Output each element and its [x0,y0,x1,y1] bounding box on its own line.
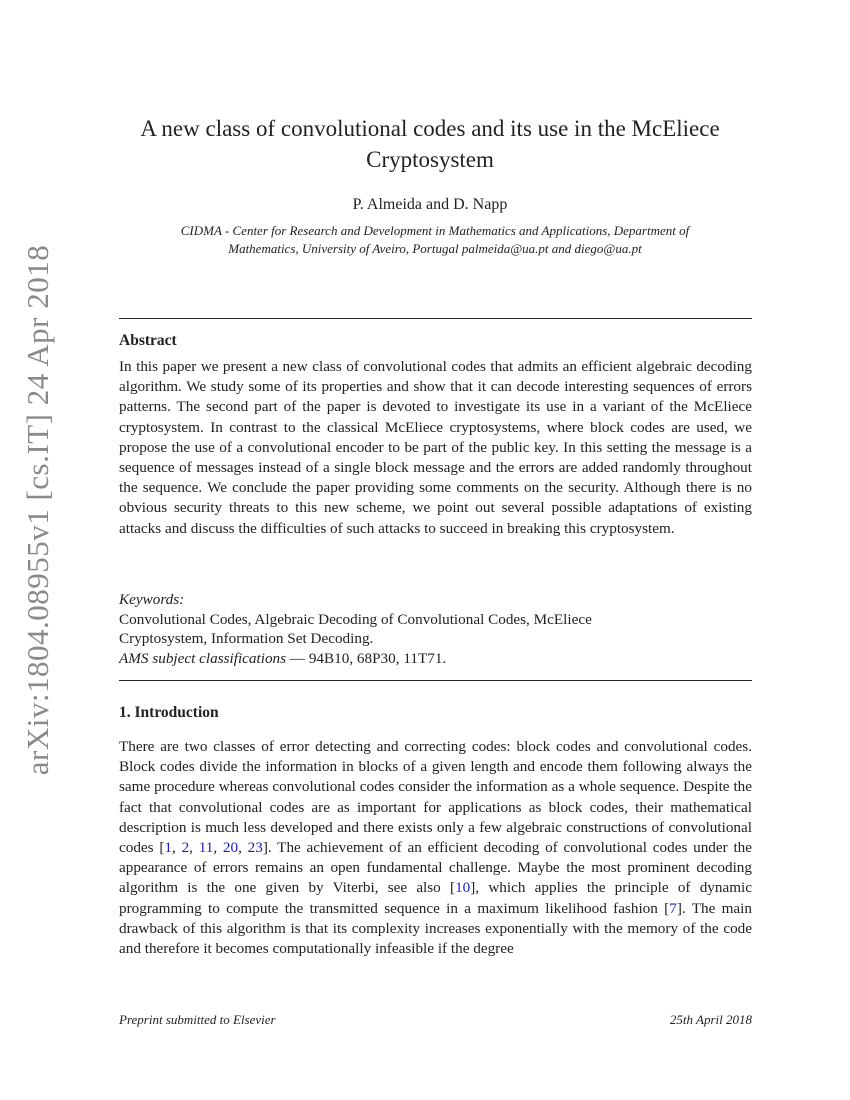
citation-link[interactable]: 2 [181,839,190,857]
introduction-text [119,737,752,959]
citation-separator: , [238,839,248,857]
arxiv-stamp-text: arXiv:1804.08955v1 [cs.IT] 24 Apr 2018 [20,244,55,776]
ams-classifications [119,649,752,669]
keywords-line-1: Convolutional Codes, Algebraic Decoding of Convolutional Codes, McEliece [119,610,592,628]
intro-text-part-4: ]. The main drawback of this algorithm is that its complexity increases exponentially with the memory of the code and therefore it becomes computationally infeasible if the degree [119,899,752,958]
intro-text-part-2: ]. The achievement of an efficient decoding of convolutional codes under the appearance of errors remains an open fundamental challenge. Maybe the most prominent decoding algorithm is the one given by Viterbi, see also [ [119,839,753,897]
abstract-top-rule [119,318,752,319]
citation-link[interactable]: 7 [669,899,677,917]
affiliation [118,222,752,258]
introduction-heading: 1. Introduction [119,704,219,721]
citation-link[interactable]: 11 [198,839,214,857]
citation-separator: , [172,839,182,857]
citation-link[interactable]: 20 [222,839,239,857]
authors: P. Almeida and D. Napp [352,196,508,213]
title-line-1: A new class of convolutional codes and its use in the McEliece [140,116,720,141]
keywords-line-2: Cryptosystem, Information Set Decoding. [119,630,374,647]
abstract-text: In this paper we present a new class of convolutional codes that admits an efficient algebraic decoding algorithm. We study some of its properties and show that it can decode interesting sequences of errors patterns. The second part of the paper is devoted to investigate its use in a variant of the McEliece cryptosystem. In contrast to the classical McEliece cryptosystems, where block codes are used, we propose the use of a convolutional encoder to be part of the public key. In this setting the message is a sequence of messages instead of a single block message and the errors are added randomly throughout the sequence. We conclude the paper providing some comments on the security. Although there is no obvious security threats to this new scheme, we point out several possible adaptations of existing attacks and discuss the difficulties of such attacks to succeed in breaking this cryptosystem. [119,358,752,537]
intro-text-part-3: ], which applies the principle of dynamic programming to compute the transmitted sequence in a maximum likelihood fashion [ [119,879,752,917]
citation-link[interactable]: 1 [164,839,172,857]
citation-separator: , [213,839,223,857]
citation-link[interactable]: 23 [247,839,263,857]
ams-value: — 94B10, 68P30, 11T71. [286,649,447,667]
ams-label: AMS subject classifications [119,649,287,667]
abstract-heading: Abstract [119,332,177,349]
citation-separator: , [189,839,199,857]
footer-date: 25th April 2018 [669,1012,752,1027]
keywords-block [119,590,752,668]
affiliation-line-1: CIDMA - Center for Research and Development in Mathematics and Applications, Department of [180,223,690,238]
citation-link[interactable]: 10 [455,879,471,897]
affiliation-line-2: Mathematics, University of Aveiro, Portugal palmeida@ua.pt and diego@ua.pt [228,241,642,256]
keywords-label: Keywords: [119,591,185,608]
abstract-bottom-rule [119,680,752,681]
paper-title [110,113,750,175]
title-line-2: Cryptosystem [366,147,494,172]
intro-text-part-1: There are two classes of error detecting and correcting codes: block codes and convolutional codes. Block codes divide the information in blocks of a given length and encode them following always the same procedure whereas convolutional codes consider the information as a whole sequence. Despite the fact that convolutional codes are as important for applications as block codes, their mathematical description is much less developed and there exists only a few algebraic constructions of convolutional codes [ [119,738,752,857]
footer-preprint-note: Preprint submitted to Elsevier [119,1012,276,1027]
